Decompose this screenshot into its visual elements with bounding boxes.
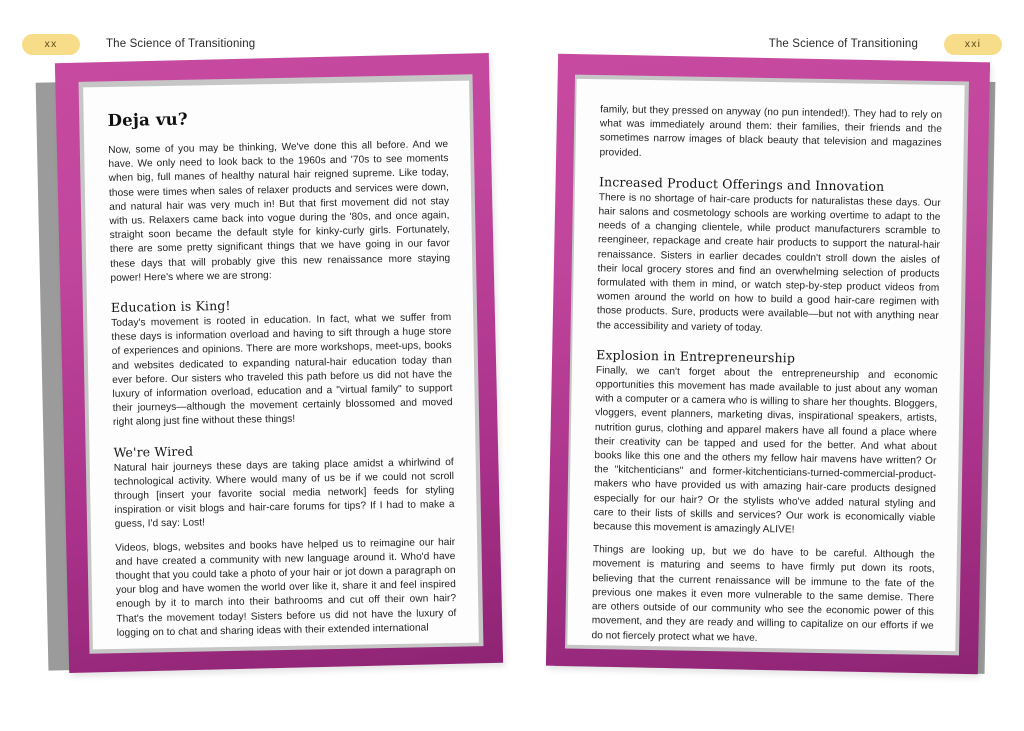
- section-increased-product-offerings: [597, 174, 942, 339]
- section-heading: Education is King!: [110, 297, 231, 315]
- book-page-right: [546, 52, 1016, 682]
- page-paper-right: [567, 79, 964, 651]
- section-explosion-in-entrepreneurship: [591, 347, 938, 648]
- section-paragraph: Today's movement is rooted in education. In fact, what we suffer from these days is information overload and having to sift through a huge store of experiences and opinions. There are more workshops, meet-ups, books and websites dedicated to expanding natural-hair education today than ever before. Our sisters who traveled this path before us did not have the luxury of information overload, education and a "virtual family" to support their journeys—although the movement certainly blossomed and moved right along just fine without these things!: [111, 312, 453, 429]
- section-heading: We're Wired: [113, 443, 194, 460]
- page-title: Deja vu?: [107, 109, 188, 130]
- running-header-title-left: The Science of Transitioning: [106, 38, 256, 50]
- section-paragraph: Videos, blogs, websites and books have helped us to reimagine our hair and have created a community with new language around it. Who'd have thought that you could take a photo of your hair or jot down a paragraph on your blog and have women the world over like it, share it and feel inspired enough by it to march into their bathrooms and cut off their own hair? That's the movement today! Sisters before us did not have the luxury of logging on to chat and sharing ideas with their extended international: [115, 536, 457, 639]
- intro-paragraph: Now, some of you may be thinking, We've done this all before. And we have. We only need to look back to the 1960s and '70s to see moments when big, full manes of healthy natural hair reigned supreme. Like today, those were times when sales of relaxer products and services were down, and natural hair was very much in! But that first movement did not stay with us. Relaxers came back into vogue during the '80s, and once again, straight soon became the default style for kinky-curly girls. Fortunately, there are some pretty significant things that we have going in our favor these days that will probably give this new renaissance more staying power! Here's where we are strong:: [108, 139, 451, 284]
- page-content-left: [83, 81, 479, 650]
- section-education-is-king: [111, 294, 453, 431]
- section-paragraph: Things are looking up, but we do have to be careful. Although the movement is maturing and seems to have firmly put down its roots, believing that the current renaissance will be immune to the fate of the previous one makes it even more vulnerable to the same demise. There are others outside of our community who see the economic power of this movement, and they are ready and willing to capitalize on our efforts if we do not fiercely protect what we have.: [591, 544, 935, 644]
- section-paragraph: There is no shortage of hair-care products for naturalistas these days. Our hair salons and cosmetology schools are working overtime to adapt to the needs of a changing clientele, while product manufacturers scramble to reengineer, repackage and create hair products to support the natural-hair renaissance. Sisters in earlier decades couldn't stroll down the aisles of their local grocery stores and find an overwhelming selection of products formulated with them in mind, or watch step-by-step product videos from women around the world on how to build a good hair-care regimen with those products. Sure, products were available—but not with anything near the accessibility and variety of today.: [596, 192, 941, 334]
- section-were-wired: [113, 439, 456, 641]
- section-heading: Explosion in Entrepreneurship: [596, 347, 796, 366]
- running-header-title-right: The Science of Transitioning: [768, 38, 918, 50]
- section-heading: Increased Product Offerings and Innovation: [598, 174, 885, 194]
- folio-badge-right: xxi: [944, 34, 1002, 55]
- page-paper-left: [83, 81, 479, 650]
- section-paragraph: Finally, we can't forget about the entrepreneurship and economic opportunities this movement has made available to just about any woman with a computer or a camera who is willing to share her thoughts. Bloggers, vloggers, event planners, marketing divas, inspirational speakers, artists, nutrition gurus, clothing and apparel makers have all found a place where their creativity can be tapped and used for the better. And what about books like this one and the others my fellow hair mavens have written? Or the "kitchenticians" and former-kitchenticians-turned-commercial-product-makers who have provided us with amazing hair-care products designed especially for our hair? Or the stylists who've added natural styling and care to their lists of skills and services? Our work is economically viable because this movement is amazingly ALIVE!: [593, 365, 938, 536]
- continued-paragraph: family, but they pressed on anyway (no pun intended!). They had to rely on what was immediately around them: their families, their friends and the sometimes narrow images of black beauty that television and magazines provided.: [599, 104, 943, 159]
- book-page-left: [36, 52, 506, 682]
- section-paragraph: Natural hair journeys these days are taking place amidst a whirlwind of technological activity. Where would many of us be if we could not scroll through [insert your favorite social media network] feeds for styling inspiration or visit blogs and hair-care forums for tips? If I had to make a guess, I'd say: Lost!: [113, 456, 455, 531]
- folio-badge-left: xx: [22, 34, 80, 55]
- page-content-right: [567, 79, 964, 651]
